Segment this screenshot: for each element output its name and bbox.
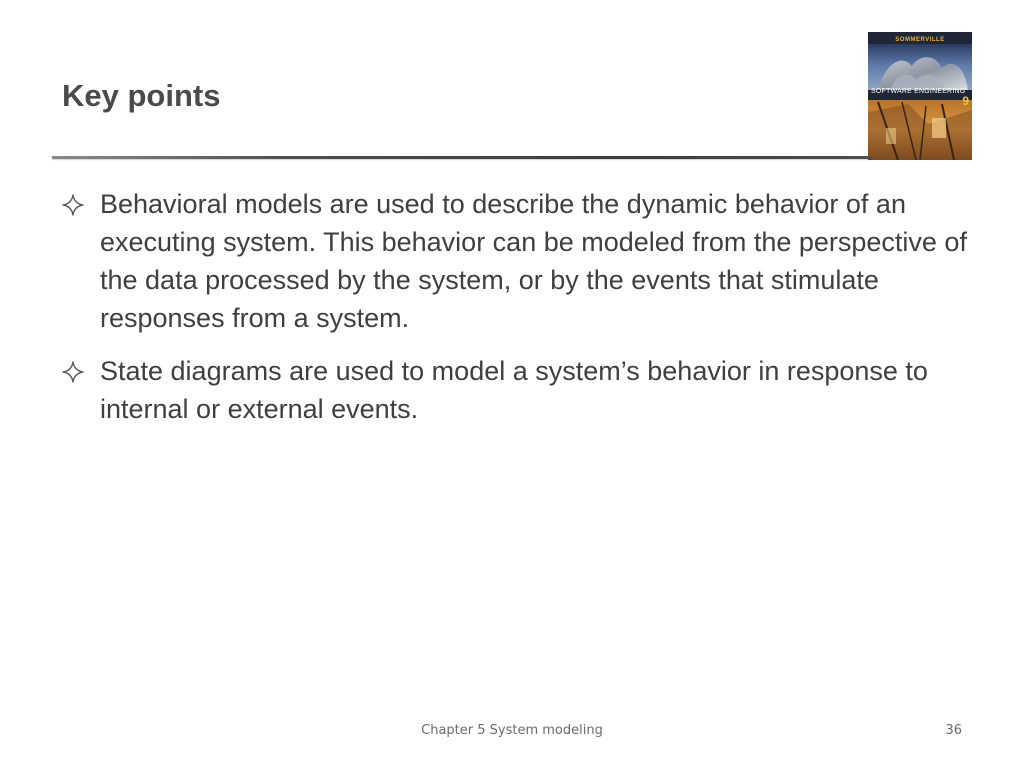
cover-title: SOFTWARE ENGINEERING (871, 88, 966, 95)
slide-footer: Chapter 5 System modeling (421, 723, 603, 738)
cover-edition: 9 (962, 94, 969, 108)
page-number: 36 (945, 723, 962, 738)
bullet-text: State diagrams are used to model a system’s behavior in response to internal or external events. (100, 356, 928, 424)
bullet-item (62, 352, 972, 428)
title-divider (52, 156, 872, 159)
bullet-item (62, 185, 972, 337)
book-cover-artwork (868, 32, 972, 160)
slide-title: Key points (62, 78, 221, 113)
cover-author: SOMMERVILLE (895, 37, 945, 43)
four-point-star-icon (62, 361, 84, 383)
bullet-list (62, 185, 972, 443)
four-point-star-icon (62, 194, 84, 216)
bullet-text: Behavioral models are used to describe the dynamic behavior of an executing system. This behavior can be modeled from the perspective of the data processed by the system, or by the events that stimulate responses from a system. (100, 189, 967, 333)
book-cover-image (868, 32, 972, 160)
